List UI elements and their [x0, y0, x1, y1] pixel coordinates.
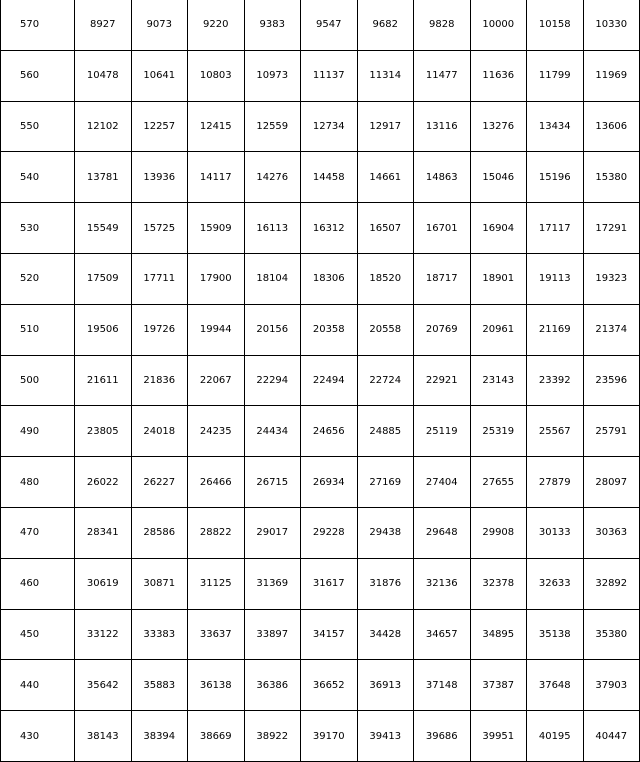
rank-cell: 10158 — [527, 0, 584, 50]
rank-cell: 26227 — [131, 457, 188, 508]
rank-cell: 8927 — [75, 0, 132, 50]
rank-cell: 16312 — [301, 203, 358, 254]
rank-cell: 21374 — [583, 304, 640, 355]
rank-cell: 10000 — [470, 0, 527, 50]
rank-cell: 12559 — [244, 101, 301, 152]
rank-cell: 25791 — [583, 406, 640, 457]
table-row — [1, 253, 640, 304]
rank-cell: 13434 — [527, 101, 584, 152]
table-row — [1, 101, 640, 152]
rank-cell: 26022 — [75, 457, 132, 508]
rank-cell: 29908 — [470, 507, 527, 558]
rank-cell: 31125 — [188, 558, 245, 609]
rank-cell: 29017 — [244, 507, 301, 558]
rank-cell: 22494 — [301, 355, 358, 406]
rank-cell: 25319 — [470, 406, 527, 457]
rank-cell: 13936 — [131, 152, 188, 203]
rank-cell: 9073 — [131, 0, 188, 50]
rank-cell: 35883 — [131, 660, 188, 711]
rank-cell: 12102 — [75, 101, 132, 152]
table-body — [1, 0, 640, 761]
rank-cell: 15549 — [75, 203, 132, 254]
table-row — [1, 0, 640, 50]
score-cell: 500 — [1, 355, 75, 406]
table-row — [1, 304, 640, 355]
rank-cell: 25119 — [414, 406, 471, 457]
rank-cell: 35642 — [75, 660, 132, 711]
rank-cell: 17117 — [527, 203, 584, 254]
score-cell: 470 — [1, 507, 75, 558]
rank-cell: 18717 — [414, 253, 471, 304]
score-cell: 540 — [1, 152, 75, 203]
rank-cell: 38394 — [131, 711, 188, 762]
rank-cell: 34428 — [357, 609, 414, 660]
rank-cell: 35138 — [527, 609, 584, 660]
rank-cell: 37903 — [583, 660, 640, 711]
rank-cell: 18901 — [470, 253, 527, 304]
rank-cell: 17711 — [131, 253, 188, 304]
score-cell: 530 — [1, 203, 75, 254]
score-cell: 430 — [1, 711, 75, 762]
rank-cell: 23143 — [470, 355, 527, 406]
rank-cell: 34895 — [470, 609, 527, 660]
score-cell: 440 — [1, 660, 75, 711]
rank-cell: 13276 — [470, 101, 527, 152]
table-row — [1, 457, 640, 508]
rank-cell: 10973 — [244, 50, 301, 101]
rank-cell: 14276 — [244, 152, 301, 203]
rank-cell: 9383 — [244, 0, 301, 50]
rank-cell: 12257 — [131, 101, 188, 152]
rank-cell: 14661 — [357, 152, 414, 203]
rank-cell: 28822 — [188, 507, 245, 558]
score-cell: 520 — [1, 253, 75, 304]
rank-cell: 16507 — [357, 203, 414, 254]
score-cell: 560 — [1, 50, 75, 101]
rank-cell: 36386 — [244, 660, 301, 711]
rank-cell: 32378 — [470, 558, 527, 609]
rank-cell: 32892 — [583, 558, 640, 609]
rank-cell: 36138 — [188, 660, 245, 711]
rank-cell: 21169 — [527, 304, 584, 355]
rank-cell: 22067 — [188, 355, 245, 406]
rank-cell: 22724 — [357, 355, 414, 406]
rank-cell: 15196 — [527, 152, 584, 203]
rank-cell: 10330 — [583, 0, 640, 50]
rank-cell: 27169 — [357, 457, 414, 508]
rank-cell: 20156 — [244, 304, 301, 355]
rank-cell: 33637 — [188, 609, 245, 660]
rank-cell: 27655 — [470, 457, 527, 508]
rank-cell: 12917 — [357, 101, 414, 152]
rank-cell: 10803 — [188, 50, 245, 101]
rank-cell: 30133 — [527, 507, 584, 558]
rank-cell: 31369 — [244, 558, 301, 609]
rank-cell: 31876 — [357, 558, 414, 609]
rank-cell: 18306 — [301, 253, 358, 304]
rank-cell: 23596 — [583, 355, 640, 406]
rank-cell: 24434 — [244, 406, 301, 457]
rank-cell: 29438 — [357, 507, 414, 558]
table-row — [1, 355, 640, 406]
rank-cell: 28341 — [75, 507, 132, 558]
score-cell: 510 — [1, 304, 75, 355]
table-row — [1, 660, 640, 711]
rank-cell: 13781 — [75, 152, 132, 203]
rank-cell: 11314 — [357, 50, 414, 101]
rank-cell: 9547 — [301, 0, 358, 50]
rank-cell: 39951 — [470, 711, 527, 762]
score-cell: 480 — [1, 457, 75, 508]
rank-cell: 35380 — [583, 609, 640, 660]
rank-cell: 37148 — [414, 660, 471, 711]
rank-cell: 33897 — [244, 609, 301, 660]
rank-cell: 39413 — [357, 711, 414, 762]
rank-cell: 38922 — [244, 711, 301, 762]
rank-cell: 11477 — [414, 50, 471, 101]
rank-cell: 29648 — [414, 507, 471, 558]
rank-cell: 19944 — [188, 304, 245, 355]
rank-cell: 20769 — [414, 304, 471, 355]
rank-cell: 33383 — [131, 609, 188, 660]
rank-cell: 12734 — [301, 101, 358, 152]
table-row — [1, 406, 640, 457]
rank-cell: 11799 — [527, 50, 584, 101]
score-cell: 460 — [1, 558, 75, 609]
rank-cell: 27879 — [527, 457, 584, 508]
rank-cell: 32136 — [414, 558, 471, 609]
rank-cell: 25567 — [527, 406, 584, 457]
table-row — [1, 50, 640, 101]
rank-cell: 36652 — [301, 660, 358, 711]
rank-cell: 37387 — [470, 660, 527, 711]
rank-cell: 12415 — [188, 101, 245, 152]
rank-cell: 17291 — [583, 203, 640, 254]
rank-cell: 9220 — [188, 0, 245, 50]
rank-cell: 14458 — [301, 152, 358, 203]
rank-cell: 14863 — [414, 152, 471, 203]
rank-cell: 15909 — [188, 203, 245, 254]
rank-cell: 17900 — [188, 253, 245, 304]
rank-cell: 29228 — [301, 507, 358, 558]
table-row — [1, 152, 640, 203]
rank-cell: 19726 — [131, 304, 188, 355]
rank-cell: 24656 — [301, 406, 358, 457]
rank-cell: 19113 — [527, 253, 584, 304]
rank-cell: 17509 — [75, 253, 132, 304]
score-cell: 450 — [1, 609, 75, 660]
rank-cell: 11969 — [583, 50, 640, 101]
rank-cell: 13606 — [583, 101, 640, 152]
rank-cell: 39170 — [301, 711, 358, 762]
rank-cell: 38143 — [75, 711, 132, 762]
rank-cell: 28097 — [583, 457, 640, 508]
rank-cell: 18104 — [244, 253, 301, 304]
rank-cell: 38669 — [188, 711, 245, 762]
rank-cell: 34657 — [414, 609, 471, 660]
table-row — [1, 609, 640, 660]
rank-cell: 18520 — [357, 253, 414, 304]
rank-cell: 20358 — [301, 304, 358, 355]
table-row — [1, 203, 640, 254]
rank-cell: 22294 — [244, 355, 301, 406]
rank-cell: 15725 — [131, 203, 188, 254]
rank-cell: 39686 — [414, 711, 471, 762]
rank-cell: 20558 — [357, 304, 414, 355]
rank-cell: 33122 — [75, 609, 132, 660]
rank-cell: 9828 — [414, 0, 471, 50]
rank-cell: 28586 — [131, 507, 188, 558]
rank-cell: 21836 — [131, 355, 188, 406]
rank-cell: 26715 — [244, 457, 301, 508]
score-cell: 490 — [1, 406, 75, 457]
rank-cell: 15046 — [470, 152, 527, 203]
rank-cell: 23392 — [527, 355, 584, 406]
rank-cell: 23805 — [75, 406, 132, 457]
rank-cell: 13116 — [414, 101, 471, 152]
rank-cell: 30871 — [131, 558, 188, 609]
rank-cell: 24018 — [131, 406, 188, 457]
rank-cell: 27404 — [414, 457, 471, 508]
rank-cell: 24885 — [357, 406, 414, 457]
rank-cell: 32633 — [527, 558, 584, 609]
rank-cell: 40447 — [583, 711, 640, 762]
rank-cell: 16904 — [470, 203, 527, 254]
rank-cell: 20961 — [470, 304, 527, 355]
rank-cell: 10478 — [75, 50, 132, 101]
score-cell: 550 — [1, 101, 75, 152]
rank-cell: 36913 — [357, 660, 414, 711]
rank-cell: 31617 — [301, 558, 358, 609]
rank-cell: 16113 — [244, 203, 301, 254]
rank-cell: 34157 — [301, 609, 358, 660]
rank-cell: 22921 — [414, 355, 471, 406]
rank-cell: 26934 — [301, 457, 358, 508]
rank-cell: 19506 — [75, 304, 132, 355]
rank-cell: 30619 — [75, 558, 132, 609]
table-row — [1, 711, 640, 762]
rank-cell: 37648 — [527, 660, 584, 711]
rank-cell: 14117 — [188, 152, 245, 203]
table-row — [1, 558, 640, 609]
rank-cell: 30363 — [583, 507, 640, 558]
rank-cell: 26466 — [188, 457, 245, 508]
rank-cell: 11636 — [470, 50, 527, 101]
rank-cell: 40195 — [527, 711, 584, 762]
rank-cell: 11137 — [301, 50, 358, 101]
rank-cell: 9682 — [357, 0, 414, 50]
rank-cell: 19323 — [583, 253, 640, 304]
rank-cell: 24235 — [188, 406, 245, 457]
table-row — [1, 507, 640, 558]
rank-cell: 10641 — [131, 50, 188, 101]
rank-cell: 21611 — [75, 355, 132, 406]
rank-cell: 15380 — [583, 152, 640, 203]
score-cell: 570 — [1, 0, 75, 50]
rank-cell: 16701 — [414, 203, 471, 254]
